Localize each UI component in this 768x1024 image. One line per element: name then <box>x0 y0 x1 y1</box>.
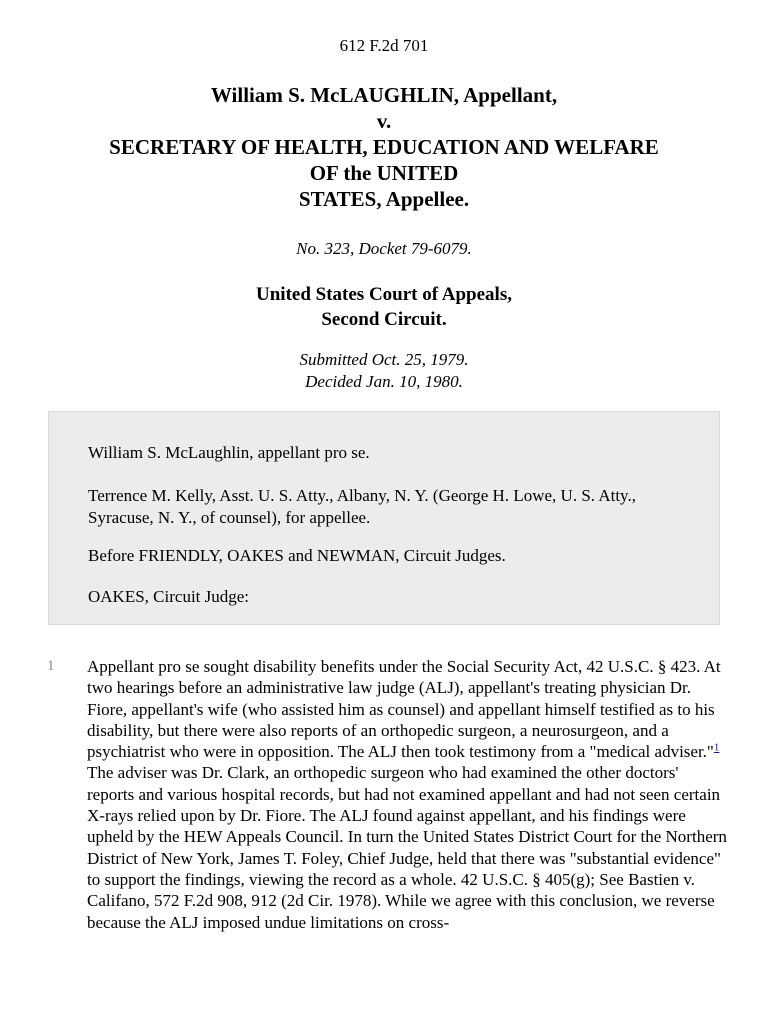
paragraph-number: 1 <box>47 658 55 674</box>
judges-panel: Before FRIENDLY, OAKES and NEWMAN, Circuit Judges. <box>88 546 506 565</box>
submitted-date: Submitted Oct. 25, 1979. <box>299 350 469 369</box>
case-dates <box>0 349 768 393</box>
paragraph-text <box>87 656 727 933</box>
paragraph-text-part2: The adviser was Dr. Clark, an orthopedic surgeon who had examined the other doctors' reports and various hospital records, but had not examined appellant and had not seen certain X-rays relied upon by Dr. Fiore. The ALJ found against appellant, and his findings were upheld by the HEW Appeals Council. In turn the United States District Court for the Northern District of New York, James T. Foley, Chief Judge, held that there was "substantial evidence" to support the findings, viewing the record as a whole. 42 U.S.C. § 405(g); See Bastien v. Califano, 572 F.2d 908, 912 (2d Cir. 1978). While we agree with this conclusion, we reverse because the ALJ imposed undue limitations on cross- <box>87 763 727 932</box>
appellee-name-line1: SECRETARY OF HEALTH, EDUCATION AND WELFARE <box>109 135 659 159</box>
court-name <box>0 282 768 332</box>
counsel-box <box>48 411 720 625</box>
court-name-line2: Second Circuit. <box>321 309 447 330</box>
appellant-name: William S. McLAUGHLIN, Appellant, <box>210 83 558 107</box>
appellee-counsel: Terrence M. Kelly, Asst. U. S. Atty., Albany, N. Y. (George H. Lowe, U. S. Atty., Syracuse, N. Y., of counsel), for appellee. <box>88 486 636 527</box>
case-title <box>0 82 768 212</box>
court-name-line1: United States Court of Appeals, <box>256 284 512 305</box>
appellant-counsel: William S. McLaughlin, appellant pro se. <box>88 443 370 462</box>
opinion-author: OAKES, Circuit Judge: <box>88 587 250 606</box>
versus: v. <box>376 109 392 133</box>
appellee-name-line3: STATES, Appellee. <box>298 187 470 211</box>
decided-date: Decided Jan. 10, 1980. <box>305 372 463 391</box>
footnote-link[interactable]: 1 <box>713 741 720 754</box>
appellee-name-line2: OF the UNITED <box>309 161 459 185</box>
docket-number: No. 323, Docket 79-6079. <box>296 239 472 258</box>
paragraph-text-part1: Appellant pro se sought disability benefits under the Social Security Act, 42 U.S.C. § 423. At two hearings before an administrative law judge (ALJ), appellant's treating physician Dr. Fiore, appellant's wife (who assisted him as counsel) and appellant himself testified as to his disability, but there were also reports of an orthopedic surgeon, a neurosurgeon, and a psychiatrist who were in opposition. The ALJ then took testimony from a "medical adviser." <box>87 657 721 762</box>
case-citation: 612 F.2d 701 <box>339 36 429 55</box>
